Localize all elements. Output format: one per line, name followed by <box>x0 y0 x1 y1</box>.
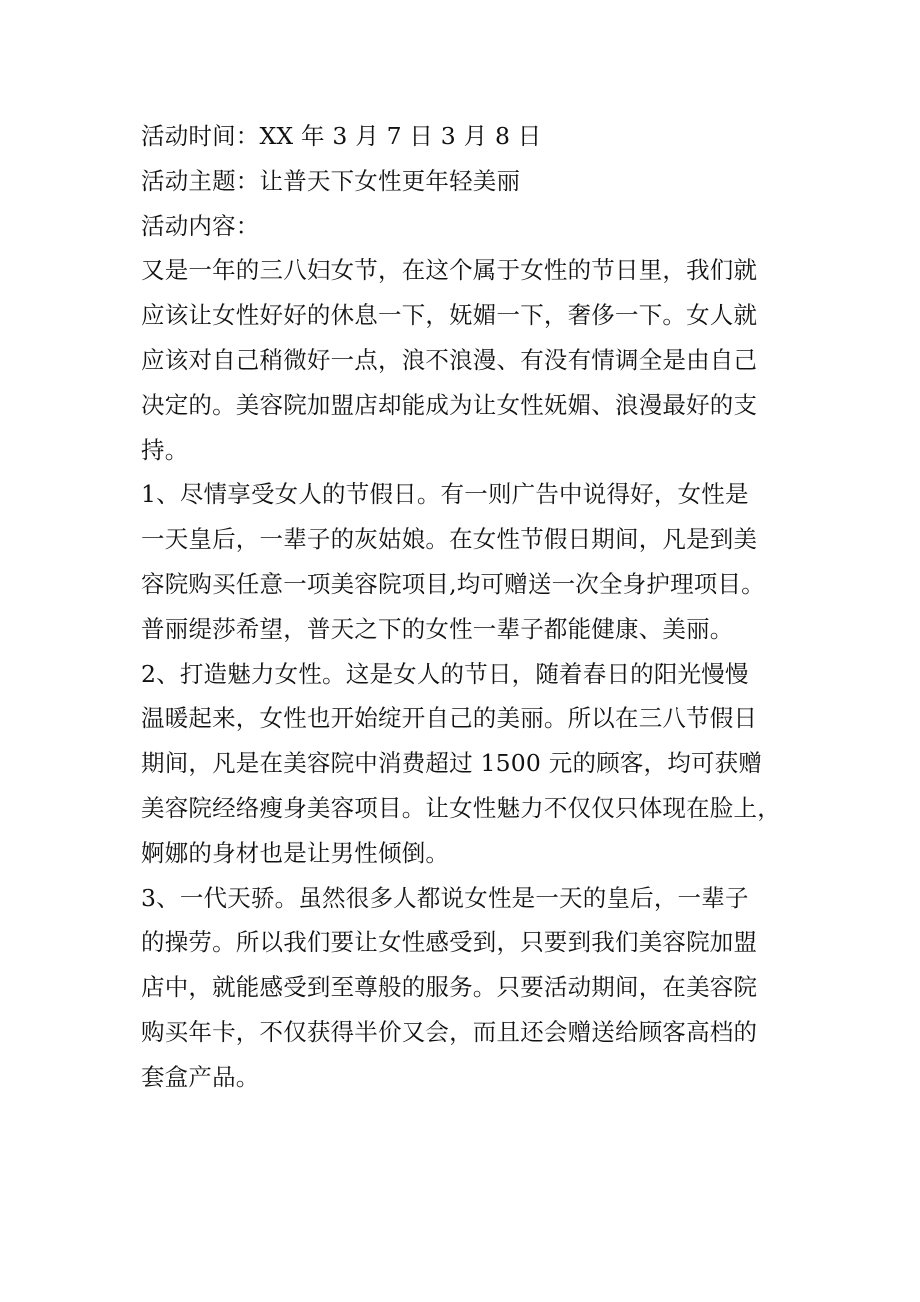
document-body <box>141 114 789 1100</box>
paragraph-line: 套盒产品。 <box>141 1062 260 1091</box>
item-2-paragraph <box>141 652 789 876</box>
intro-paragraph <box>141 248 789 472</box>
item-1-paragraph <box>141 472 789 651</box>
paragraph-line: 温暖起来，女性也开始绽开自己的美丽。所以在三八节假日 <box>141 704 758 733</box>
paragraph-line: 决定的。美容院加盟店却能成为让女性妩媚、浪漫最好的支 <box>141 390 758 419</box>
paragraph-line: 应该对自己稍微好一点，浪不浪漫、有没有情调全是由自己 <box>141 345 758 374</box>
paragraph-line: 一天皇后，一辈子的灰姑娘。在女性节假日期间，凡是到美 <box>141 525 758 554</box>
paragraph-line: 2、打造魅力女性。这是女人的节日，随着春日的阳光慢慢 <box>141 659 749 688</box>
activity-theme-line: 活动主题：让普天下女性更年轻美丽 <box>141 166 521 195</box>
activity-time-line: 活动时间：XX 年 3 月 7 日 3 月 8 日 <box>141 122 542 150</box>
paragraph-line: 购买年卡，不仅获得半价又会，而且还会赠送给顾客高档的 <box>141 1017 758 1046</box>
paragraph-line: 应该让女性好好的休息一下，妩媚一下，奢侈一下。女人就 <box>141 301 758 330</box>
paragraph-line: 期间，凡是在美容院中消费超过 1500 元的顾客，均可获赠 <box>141 749 763 778</box>
paragraph-line: 店中，就能感受到至尊般的服务。只要活动期间，在美容院 <box>141 973 758 1002</box>
paragraph-line: 婀娜的身材也是让男性倾倒。 <box>141 838 450 867</box>
item-3-paragraph <box>141 876 789 1100</box>
paragraph-line: 1、尽情享受女人的节假日。有一则广告中说得好，女性是 <box>141 480 749 509</box>
activity-content-heading: 活动内容： <box>141 211 260 240</box>
paragraph-line: 持。 <box>141 435 189 464</box>
paragraph-line: 普丽缇莎希望，普天之下的女性一辈子都能健康、美丽。 <box>141 614 734 643</box>
paragraph-line: 的操劳。所以我们要让女性感受到，只要到我们美容院加盟 <box>141 928 758 957</box>
paragraph-line: 容院购买任意一项美容院项目,均可赠送一次全身护理项目。 <box>141 569 765 598</box>
paragraph-line: 又是一年的三八妇女节，在这个属于女性的节日里，我们就 <box>141 256 758 285</box>
paragraph-line: 3、一代天骄。虽然很多人都说女性是一天的皇后，一辈子 <box>141 883 749 912</box>
paragraph-line: 美容院经络瘦身美容项目。让女性魅力不仅仅只体现在脸上， <box>141 793 781 822</box>
